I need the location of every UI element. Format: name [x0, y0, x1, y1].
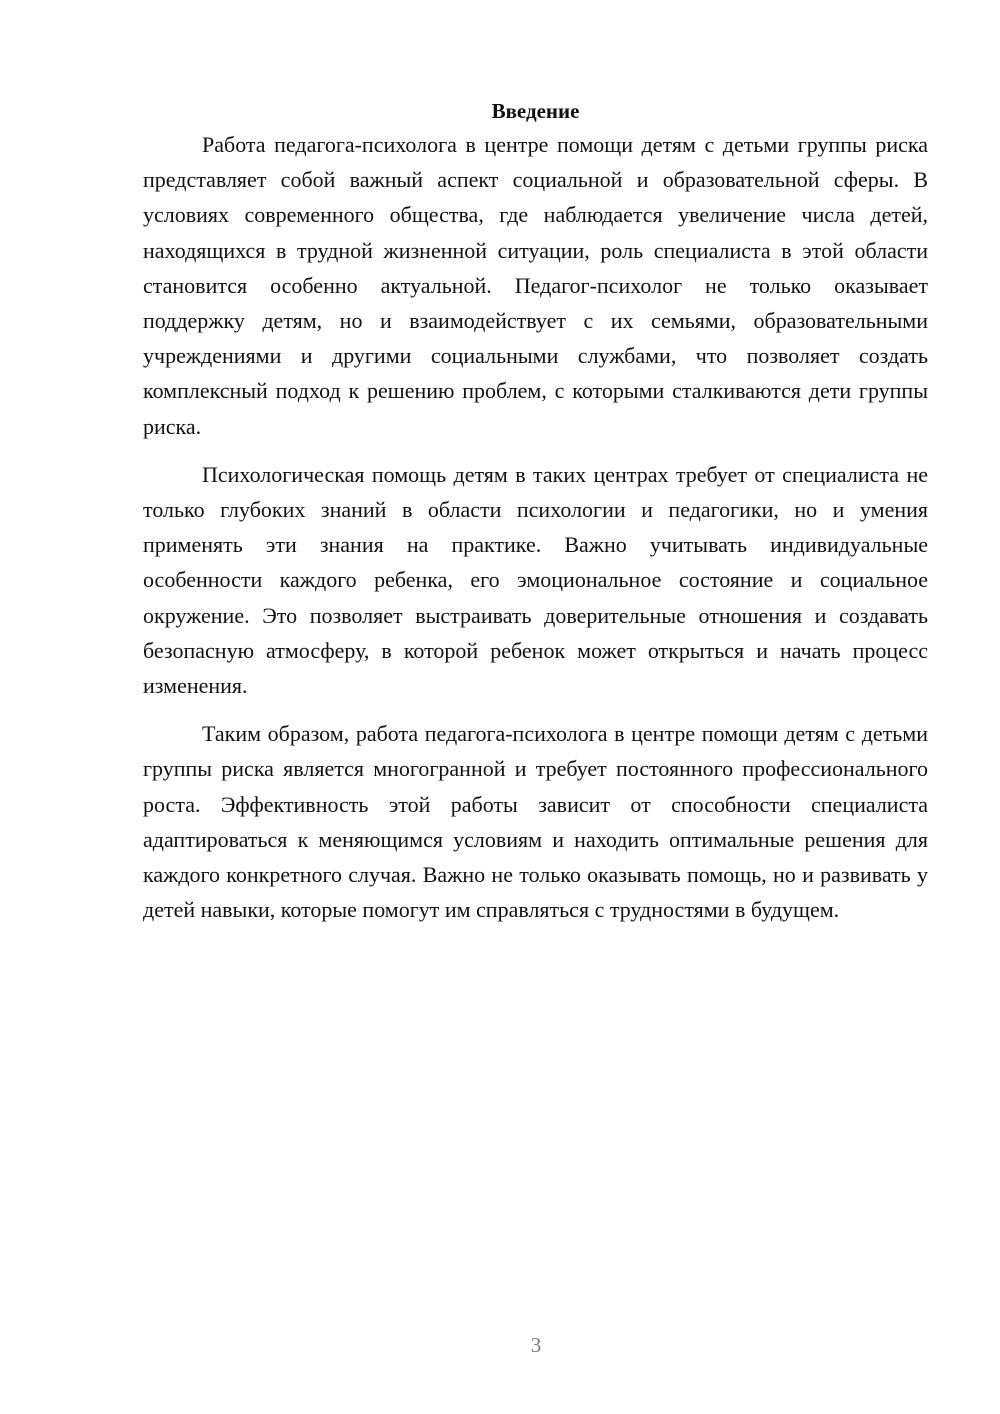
page-number: 3 [530, 1333, 542, 1357]
paragraph-1: Работа педагога-психолога в центре помощи детям с детьми группы риска представляет собой важный аспект социальной и образовательной сферы. В условиях современного общества, где наблюдается увеличение числа детей, находящихся в трудной жизненной ситуации, роль специалиста в этой области становится особенно актуальной. Педагог-психолог не только оказывает поддержку детям, но и взаимодействует с их семьями, образовательными учреждениями и другими социальными службами, что позволяет создать комплексный подход к решению проблем, с которыми сталкиваются дети группы риска. [143, 132, 928, 439]
section-heading: Введение [491, 99, 580, 123]
paragraph-3: Таким образом, работа педагога-психолога в центре помощи детям с детьми группы риска является многогранной и требует постоянного профессионального роста. Эффективность этой работы зависит от способности специалиста адаптироваться к меняющимся условиям и находить оптимальные решения для каждого конкретного случая. Важно не только оказывать помощь, но и развивать у детей навыки, которые помогут им справляться с трудностями в будущем. [143, 721, 928, 923]
paragraph-2: Психологическая помощь детям в таких центрах требует от специалиста не только глубоких знаний в области психологии и педагогики, но и умения применять эти знания на практике. Важно учитывать индивидуальные особенности каждого ребенка, его эмоциональное состояние и социальное окружение. Это позволяет выстраивать доверительные отношения и создавать безопасную атмосферу, в которой ребенок может открыться и начать процесс изменения. [143, 461, 928, 699]
page-content [143, 96, 928, 940]
